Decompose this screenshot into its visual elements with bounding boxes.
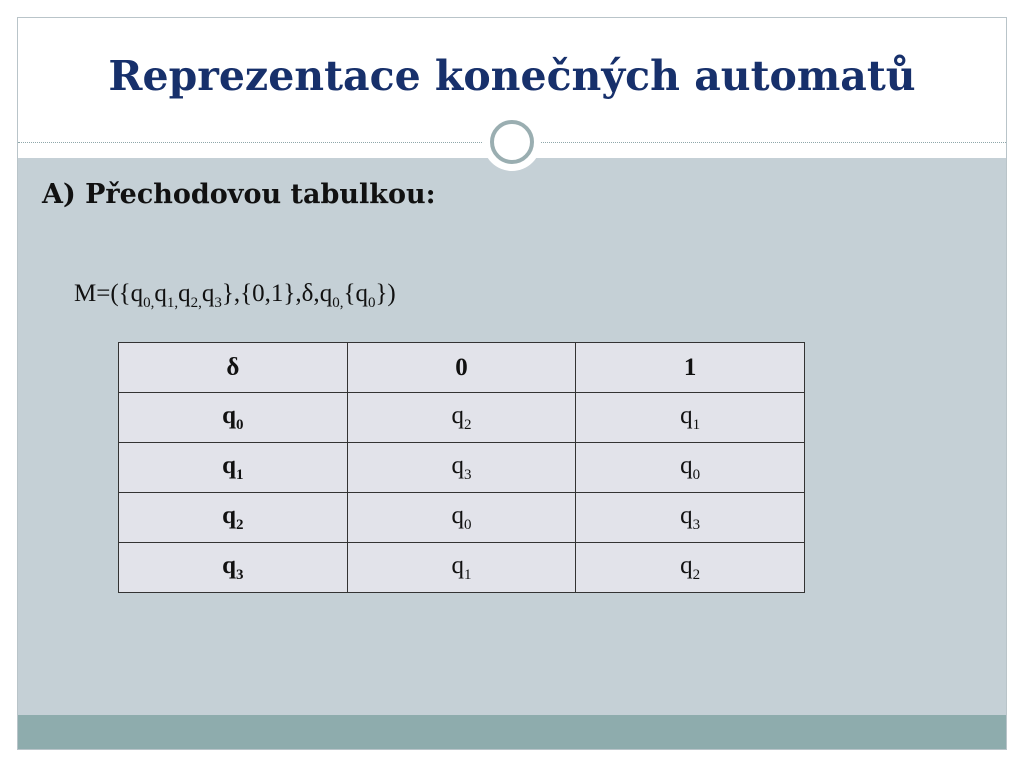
finals-open: {	[343, 280, 356, 307]
row-state: $q_1$	[119, 443, 348, 493]
state-q1: $q_{1,}$	[154, 280, 179, 311]
table-row	[119, 543, 805, 593]
transition-on-0: $q_1$	[347, 543, 576, 593]
header-input-0: 0	[347, 343, 576, 393]
state-q3: $q_3$	[201, 280, 222, 311]
formula-suffix: })	[375, 280, 396, 307]
divider-circle-icon	[486, 116, 538, 168]
formula-prefix: M=({	[74, 280, 131, 307]
transition-on-1: $q_1$	[576, 393, 805, 443]
transition-table	[118, 342, 805, 593]
row-state: $q_0$	[119, 393, 348, 443]
section-heading: A) Přechodovou tabulkou:	[42, 179, 436, 210]
transition-on-0: $q_0$	[347, 493, 576, 543]
row-state: $q_3$	[119, 543, 348, 593]
state-q0: $q_{0,}$	[130, 280, 155, 311]
transition-on-1: $q_2$	[576, 543, 805, 593]
header-delta: δ	[119, 343, 348, 393]
start-state: $q_{0,}$	[319, 280, 344, 311]
table-row	[119, 443, 805, 493]
final-state: $q_0$	[355, 280, 376, 311]
footer-band	[18, 715, 1006, 750]
divider-ring	[490, 120, 534, 164]
table-row	[119, 393, 805, 443]
transition-on-0: $q_2$	[347, 393, 576, 443]
transition-on-0: $q_3$	[347, 443, 576, 493]
formula-middle: },{0,1},δ,	[221, 280, 320, 307]
transition-on-1: $q_3$	[576, 493, 805, 543]
slide-title: Reprezentace konečných automatů	[108, 52, 916, 100]
header-input-1: 1	[576, 343, 805, 393]
state-q2: $q_{2,}$	[178, 280, 202, 311]
table-header-row	[119, 343, 805, 393]
automaton-formula	[74, 280, 396, 312]
table-row	[119, 493, 805, 543]
row-state: $q_2$	[119, 493, 348, 543]
transition-on-1: $q_0$	[576, 443, 805, 493]
